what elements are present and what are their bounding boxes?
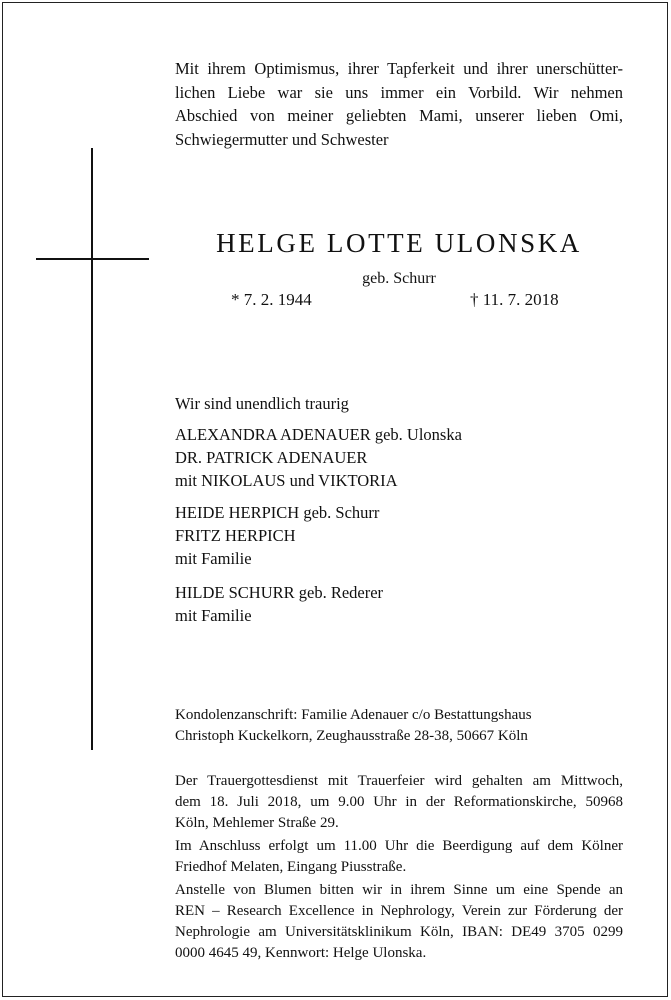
intro-line: lichen Liebe war sie uns immer ein Vorbild. Wir nehmen xyxy=(175,82,623,102)
mourner-group-1 xyxy=(175,423,462,492)
mourner-line: mit Familie xyxy=(175,606,252,625)
donation-line: Anstelle von Blumen bitten wir in ihrem Sinne um eine Spende an xyxy=(175,882,623,898)
mourner-line: ALEXANDRA ADENAUER geb. Ulonska xyxy=(175,425,462,444)
mourner-line: HEIDE HERPICH geb. Schurr xyxy=(175,503,380,522)
intro-paragraph xyxy=(175,57,623,151)
service-line: Köln, Mehlemer Straße 29. xyxy=(175,815,339,831)
service-line: dem 18. Juli 2018, um 9.00 Uhr in der Reformationskirche, 50968 xyxy=(175,794,623,810)
mourner-group-2 xyxy=(175,501,379,570)
donation-line: Nephrologie am Universitätsklinikum Köln, IBAN: DE49 3705 0299 xyxy=(175,924,623,940)
mourner-line: DR. PATRICK ADENAUER xyxy=(175,448,368,467)
cross-vertical-bar xyxy=(91,148,93,750)
donation-line: REN – Research Excellence in Nephrology, Verein zur Förderung der xyxy=(175,903,623,919)
mourner-line: FRITZ HERPICH xyxy=(175,526,296,545)
deceased-name: HELGE LOTTE ULONSKA xyxy=(216,228,582,258)
burial-info xyxy=(175,836,623,878)
donation-request xyxy=(175,880,623,964)
donation-line: 0000 4645 49, Kennwort: Helge Ulonska. xyxy=(175,945,427,961)
intro-line: Mit ihrem Optimismus, ihrer Tapferkeit und ihrer unerschütter- xyxy=(175,59,623,78)
mourner-line: HILDE SCHURR geb. Rederer xyxy=(175,583,384,602)
burial-line: Friedhof Melaten, Eingang Piusstraße. xyxy=(175,859,407,875)
mourner-line: mit Familie xyxy=(175,549,252,568)
maiden-name: geb. Schurr xyxy=(362,270,436,287)
mourners-intro-text: Wir sind unendlich traurig xyxy=(175,394,349,413)
mourner-group-3 xyxy=(175,581,383,627)
condolence-line: Kondolenzanschrift: Familie Adenauer c/o Bestattungshaus xyxy=(175,707,532,723)
condolence-line: Christoph Kuckelkorn, Zeughausstraße 28-38, 50667 Köln xyxy=(175,728,528,744)
birth-date: * 7. 2. 1944 xyxy=(231,290,312,309)
mourners-intro xyxy=(175,392,349,415)
death-date: † 11. 7. 2018 xyxy=(470,290,559,309)
mourner-line: mit NIKOLAUS und VIKTORIA xyxy=(175,471,398,490)
intro-line: Abschied von meiner geliebten Mami, unserer lieben Omi, xyxy=(175,106,623,125)
service-line: Der Trauergottesdienst mit Trauerfeier wird gehalten am Mittwoch, xyxy=(175,773,623,789)
service-info xyxy=(175,771,623,834)
intro-line: Schwiegermutter und Schwester xyxy=(175,129,389,149)
condolence-address xyxy=(175,705,623,747)
cross-horizontal-bar xyxy=(36,258,149,260)
burial-line: Im Anschluss erfolgt um 11.00 Uhr die Beerdigung auf dem Kölner xyxy=(175,838,623,854)
